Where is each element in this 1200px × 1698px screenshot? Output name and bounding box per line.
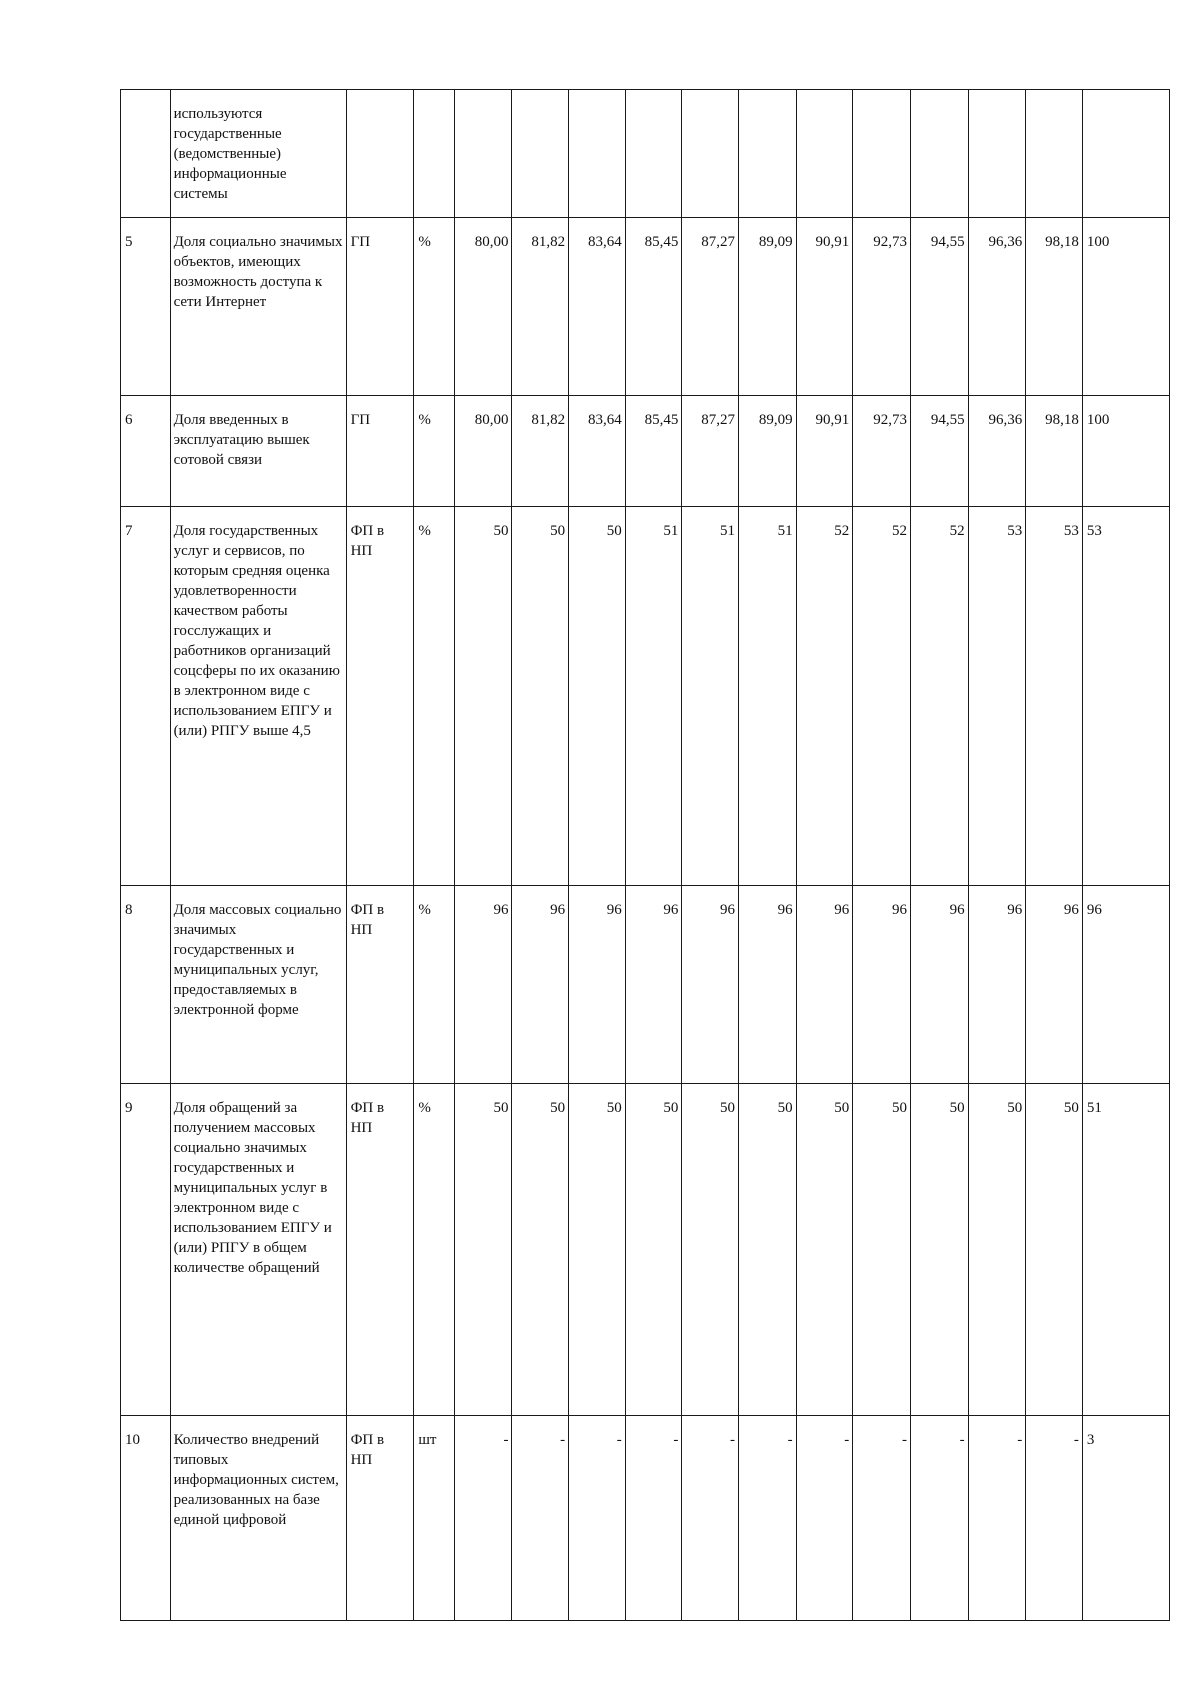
value-cell: 51 — [1082, 1084, 1169, 1416]
value-cell: 52 — [910, 507, 968, 886]
indicator-unit: % — [414, 396, 454, 507]
value-cell: 51 — [682, 507, 739, 886]
value-cell: 96,36 — [968, 396, 1026, 507]
value-cell: - — [968, 1416, 1026, 1621]
indicator-name: Доля обращений за получением массовых социально значимых государственных и муниципальных услуг в электронном виде с использованием ЕПГУ и (или) РПГУ в общем количестве обращений — [170, 1084, 346, 1416]
value-cell: 96 — [968, 886, 1026, 1084]
value-cell: 50 — [796, 1084, 853, 1416]
value-cell: 92,73 — [853, 218, 911, 396]
value-cell: 87,27 — [682, 396, 739, 507]
table-row — [121, 507, 1170, 886]
value-cell: 98,18 — [1026, 218, 1083, 396]
value-cell: 50 — [625, 1084, 682, 1416]
table-row — [121, 396, 1170, 507]
value-cell: 51 — [625, 507, 682, 886]
value-cell: 50 — [454, 507, 512, 886]
row-number: 8 — [121, 886, 171, 1084]
value-cell: 89,09 — [739, 218, 797, 396]
value-cell: 94,55 — [910, 396, 968, 507]
value-cell — [682, 90, 739, 218]
value-cell: 80,00 — [454, 396, 512, 507]
value-cell: 85,45 — [625, 396, 682, 507]
value-cell: 96 — [796, 886, 853, 1084]
value-cell: 85,45 — [625, 218, 682, 396]
indicator-source: ФП в НП — [346, 1416, 414, 1621]
value-cell: 87,27 — [682, 218, 739, 396]
table-row — [121, 1416, 1170, 1621]
indicator-name: Доля социально значимых объектов, имеющих возможность доступа к сети Интернет — [170, 218, 346, 396]
value-cell: 83,64 — [569, 396, 626, 507]
value-cell: 96 — [1026, 886, 1083, 1084]
value-cell: 50 — [853, 1084, 911, 1416]
value-cell: 50 — [968, 1084, 1026, 1416]
value-cell: 52 — [796, 507, 853, 886]
indicator-unit: % — [414, 218, 454, 396]
value-cell — [512, 90, 569, 218]
value-cell: - — [796, 1416, 853, 1621]
table-row — [121, 1084, 1170, 1416]
value-cell: 50 — [1026, 1084, 1083, 1416]
row-number: 6 — [121, 396, 171, 507]
value-cell — [910, 90, 968, 218]
value-cell: 81,82 — [512, 218, 569, 396]
row-number: 9 — [121, 1084, 171, 1416]
value-cell: 96 — [853, 886, 911, 1084]
value-cell: 50 — [569, 1084, 626, 1416]
row-number: 7 — [121, 507, 171, 886]
value-cell: 96 — [512, 886, 569, 1084]
value-cell: 50 — [910, 1084, 968, 1416]
row-number: 5 — [121, 218, 171, 396]
indicator-name: Доля введенных в эксплуатацию вышек сотовой связи — [170, 396, 346, 507]
value-cell — [569, 90, 626, 218]
value-cell: 96 — [682, 886, 739, 1084]
table-row — [121, 218, 1170, 396]
value-cell — [454, 90, 512, 218]
value-cell: 96 — [1082, 886, 1169, 1084]
value-cell: 50 — [512, 507, 569, 886]
value-cell: - — [1026, 1416, 1083, 1621]
value-cell: - — [910, 1416, 968, 1621]
value-cell: 50 — [682, 1084, 739, 1416]
value-cell: 53 — [1026, 507, 1083, 886]
value-cell — [796, 90, 853, 218]
value-cell: 100 — [1082, 396, 1169, 507]
value-cell: 83,64 — [569, 218, 626, 396]
value-cell: - — [454, 1416, 512, 1621]
value-cell: 81,82 — [512, 396, 569, 507]
value-cell: 89,09 — [739, 396, 797, 507]
value-cell: 98,18 — [1026, 396, 1083, 507]
indicator-name: используются государственные (ведомственные) информационные системы — [170, 90, 346, 218]
row-number: 10 — [121, 1416, 171, 1621]
value-cell: 92,73 — [853, 396, 911, 507]
indicator-name: Количество внедрений типовых информационных систем, реализованных на базе единой цифровой — [170, 1416, 346, 1621]
value-cell: - — [682, 1416, 739, 1621]
value-cell — [1082, 90, 1169, 218]
row-number — [121, 90, 171, 218]
indicator-name: Доля государственных услуг и сервисов, по которым средняя оценка удовлетворенности качеством работы госслужащих и работников организаций соцсферы по их оказанию в электронном виде с использованием ЕПГУ и (или) РПГУ выше 4,5 — [170, 507, 346, 886]
indicator-source — [346, 90, 414, 218]
indicator-unit — [414, 90, 454, 218]
value-cell: 96 — [625, 886, 682, 1084]
value-cell — [739, 90, 797, 218]
value-cell — [853, 90, 911, 218]
value-cell: - — [512, 1416, 569, 1621]
indicator-unit: % — [414, 507, 454, 886]
indicator-source: ГП — [346, 396, 414, 507]
table-row — [121, 90, 1170, 218]
value-cell: 94,55 — [910, 218, 968, 396]
indicator-source: ФП в НП — [346, 507, 414, 886]
value-cell: 96 — [739, 886, 797, 1084]
value-cell: - — [853, 1416, 911, 1621]
value-cell: 53 — [1082, 507, 1169, 886]
value-cell: 3 — [1082, 1416, 1169, 1621]
value-cell: 96,36 — [968, 218, 1026, 396]
value-cell: 50 — [454, 1084, 512, 1416]
value-cell: 80,00 — [454, 218, 512, 396]
value-cell: 50 — [739, 1084, 797, 1416]
value-cell: 100 — [1082, 218, 1169, 396]
value-cell — [625, 90, 682, 218]
value-cell: - — [569, 1416, 626, 1621]
value-cell: 52 — [853, 507, 911, 886]
table-row — [121, 886, 1170, 1084]
indicator-name: Доля массовых социально значимых государственных и муниципальных услуг, предоставляемых в электронной форме — [170, 886, 346, 1084]
indicator-source: ФП в НП — [346, 886, 414, 1084]
value-cell: 96 — [910, 886, 968, 1084]
indicator-source: ГП — [346, 218, 414, 396]
value-cell: 96 — [569, 886, 626, 1084]
indicator-unit: % — [414, 1084, 454, 1416]
value-cell: 50 — [569, 507, 626, 886]
value-cell: 90,91 — [796, 218, 853, 396]
value-cell: - — [739, 1416, 797, 1621]
indicator-source: ФП в НП — [346, 1084, 414, 1416]
value-cell: - — [625, 1416, 682, 1621]
value-cell: 51 — [739, 507, 797, 886]
value-cell: 53 — [968, 507, 1026, 886]
value-cell — [1026, 90, 1083, 218]
indicator-unit: шт — [414, 1416, 454, 1621]
indicators-table — [120, 89, 1170, 1621]
value-cell — [968, 90, 1026, 218]
value-cell: 90,91 — [796, 396, 853, 507]
value-cell: 96 — [454, 886, 512, 1084]
value-cell: 50 — [512, 1084, 569, 1416]
indicator-unit: % — [414, 886, 454, 1084]
